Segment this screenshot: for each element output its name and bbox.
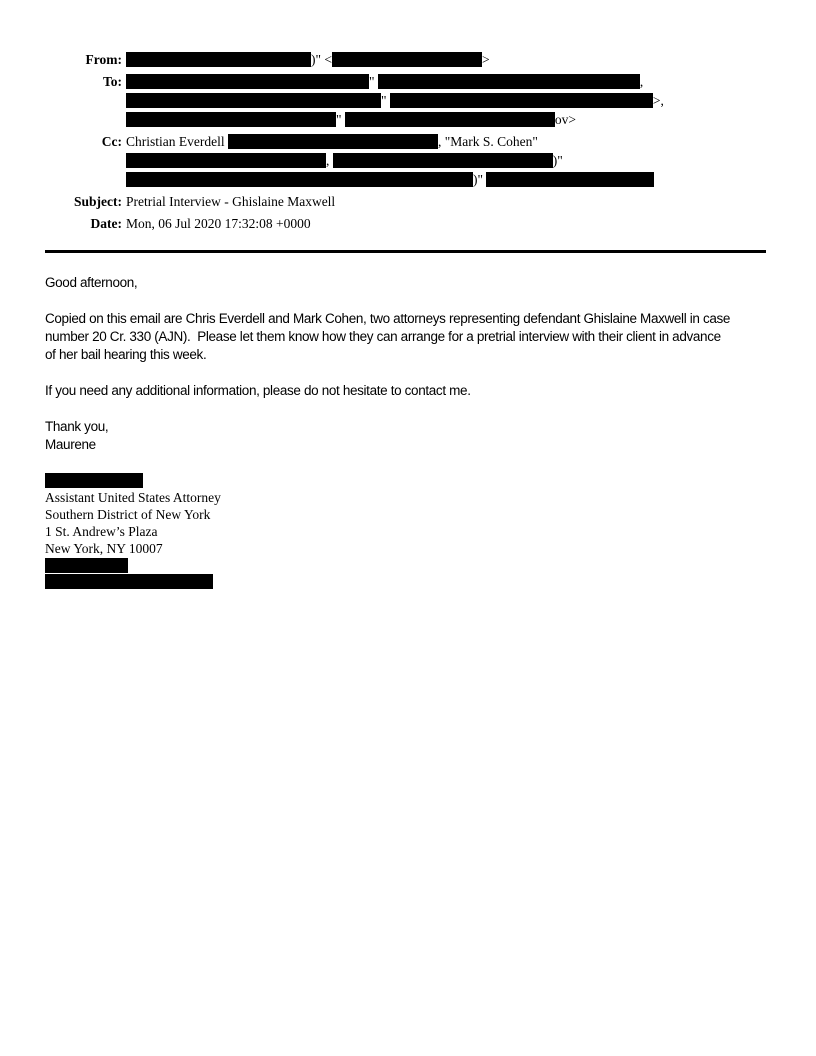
header-text-segment: , [326,153,333,168]
header-field-subject [45,192,816,211]
header-line [126,110,816,129]
signature-line: Southern District of New York [45,507,211,522]
header-field-label-from: From: [85,52,122,67]
header-field-label-date: Date: [90,216,122,231]
redaction-bar [126,52,311,67]
header-divider [45,250,766,253]
header-text-segment: Mon, 06 Jul 2020 17:32:08 +0000 [126,216,311,231]
redaction-bar [126,153,326,168]
header-line [126,91,816,110]
header-line [126,170,816,189]
body-line: If you need any additional information, please do not hesitate to contact me. [45,383,471,398]
redaction-bar [45,473,143,488]
header-field-from [45,50,816,69]
redaction-bar [45,558,128,573]
header-text-segment: ov> [554,112,577,127]
header-field-to [45,72,816,129]
header-field-value-from [126,50,816,69]
body-paragraph [45,310,816,364]
header-field-cc [45,132,816,189]
body-paragraph [45,418,816,454]
redaction-bar [378,74,640,89]
body-paragraph [45,274,816,292]
header-field-label-to: To: [102,74,122,89]
header-text-segment: )" < [311,52,332,67]
signature-line: 1 St. Andrew’s Plaza [45,524,158,539]
email-header [0,0,816,233]
header-text-segment: " [369,74,378,89]
redaction-bar [333,153,553,168]
header-line [126,72,816,91]
redaction-bar [126,172,473,187]
header-text-segment: )" [473,172,487,187]
header-text-segment: Pretrial Interview - Ghislaine Maxwell [126,194,336,209]
signature-line: Assistant United States Attorney [45,490,221,505]
header-field-date [45,214,816,233]
redaction-bar [486,172,654,187]
signature-line: New York, NY 10007 [45,541,163,556]
header-text-segment: , [639,74,644,89]
header-text-segment: > [482,52,490,67]
body-line: of her bail hearing this week. [45,347,207,362]
redaction-bar [45,574,213,589]
redaction-bar [126,74,369,89]
header-line [126,50,816,69]
header-field-value-to [126,72,816,129]
header-text-segment: Christian Everdell [126,134,228,149]
header-text-segment: >, [652,93,664,108]
header-text-segment: " [381,93,390,108]
redaction-bar [345,112,555,127]
body-line: Thank you, [45,419,109,434]
header-text-segment: , "Mark S. Cohen" [437,134,538,149]
header-text-segment: " [336,112,345,127]
header-line [126,192,816,211]
header-line [126,132,816,151]
body-line: Copied on this email are Chris Everdell and Mark Cohen, two attorneys representing defendant Ghislaine Maxwell in case [45,311,731,326]
header-field-label-cc: Cc: [101,134,122,149]
redaction-bar [390,93,653,108]
email-body [45,274,816,454]
redaction-bar [228,134,438,149]
redaction-bar [126,112,336,127]
body-paragraph [45,382,816,400]
body-line: Maurene [45,437,96,452]
header-line [126,214,816,233]
header-line [126,151,816,170]
body-line: Good afternoon, [45,275,138,290]
redaction-bar [126,93,381,108]
redaction-bar [332,52,482,67]
header-field-label-subject: Subject: [74,194,122,209]
signature-block [45,473,816,589]
header-field-value-date [126,214,816,233]
body-line: number 20 Cr. 330 (AJN). Please let them know how they can arrange for a pretrial interview with their client in advance [45,329,721,344]
header-text-segment: )" [552,153,563,168]
header-field-value-cc [126,132,816,189]
header-field-value-subject [126,192,816,211]
